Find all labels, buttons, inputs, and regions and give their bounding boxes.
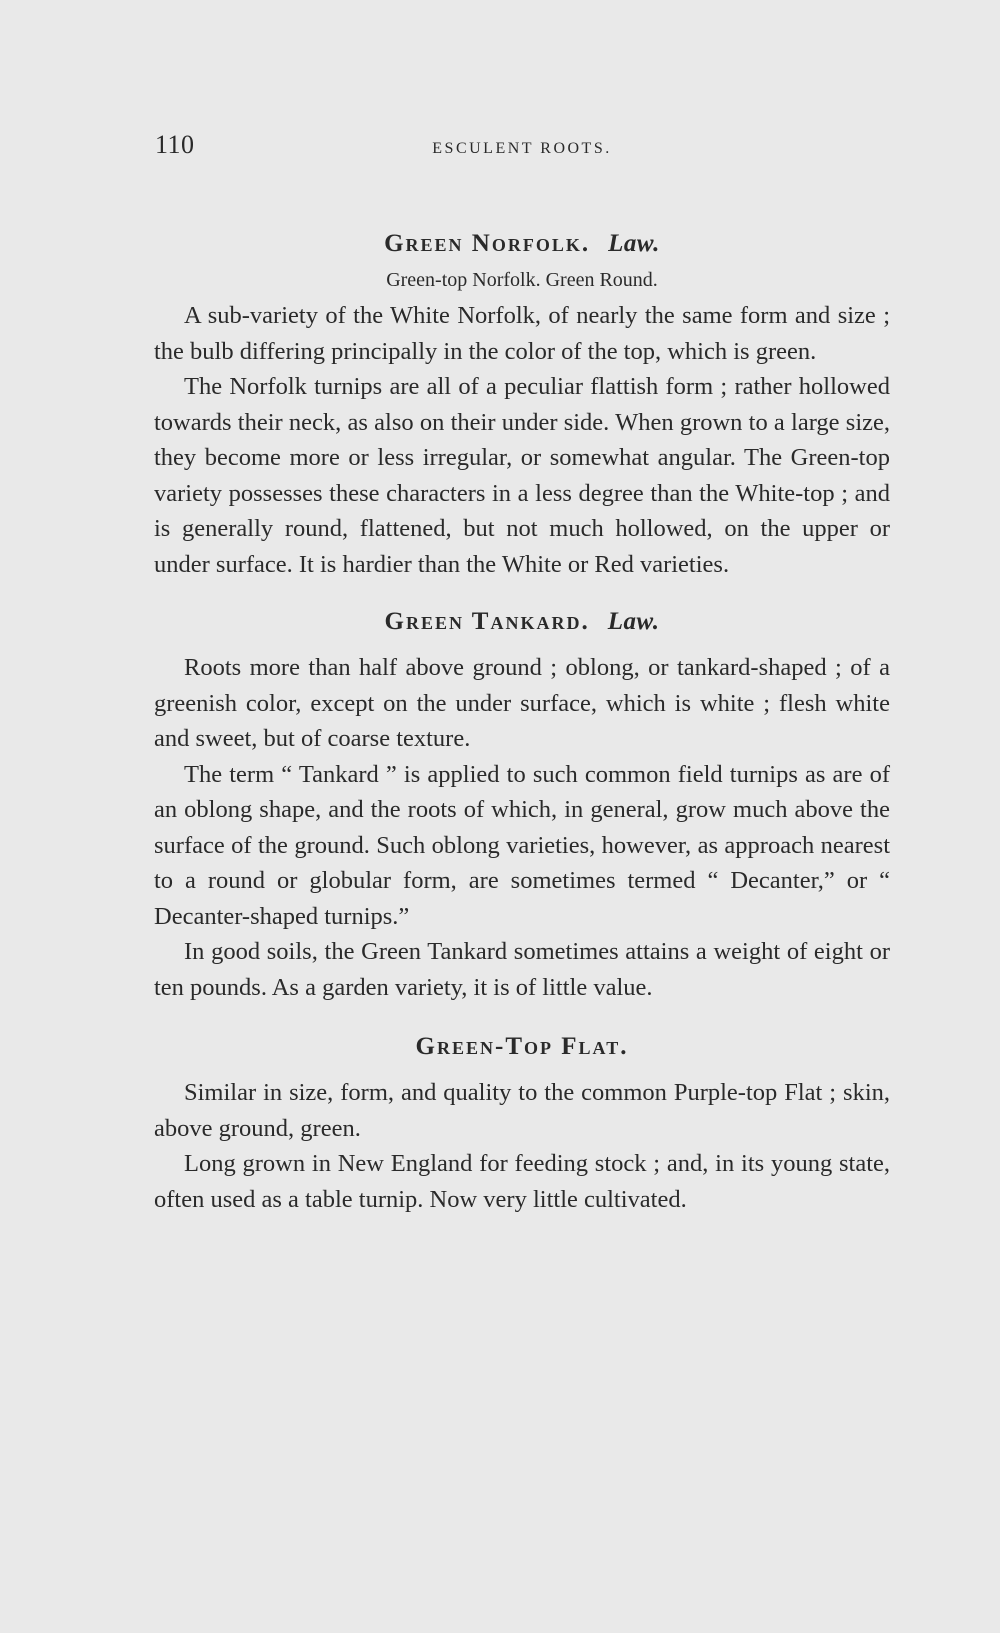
paragraph: Similar in size, form, and quality to the common Purple-top Flat ; skin, above ground, green. [154,1079,890,1142]
entry-heading [154,604,890,640]
paragraph: Long grown in New England for feeding stock ; and, in its young state, often used as a table turnip. Now very little cultivated. [154,1150,890,1213]
entry-heading [154,1029,890,1065]
paragraph: In good soils, the Green Tankard sometimes attains a weight of eight or ten pounds. As a garden variety, it is of little value. [154,938,890,1001]
entry-name: Green Norfolk. [384,230,591,257]
entry-name: Green-Top Flat. [415,1033,629,1060]
entry-green-top-flat [154,1029,890,1217]
entry-heading [154,226,890,262]
running-head [155,130,889,170]
running-title: ESCULENT ROOTS. [432,140,612,157]
entry-green-norfolk [154,226,890,582]
entry-green-tankard [154,604,890,1005]
paragraph: Roots more than half above ground ; oblong, or tankard-shaped ; of a greenish color, except on the under surface, which is white ; flesh white and sweet, but of coarse texture. [154,654,890,752]
entry-name: Green Tankard. [384,608,590,635]
page-content [154,226,890,1217]
paragraph: The term “ Tankard ” is applied to such common field turnips as are of an oblong shape, and the roots of which, in general, grow much above the surface of the ground. Such oblong varieties, however, as approach nearest to a round or globular form, are sometimes termed “ Decanter,” or “ Decanter-shaped turnips.” [154,760,890,930]
entry-synonyms: Green-top Norfolk. Green Round. [386,269,658,291]
entry-authority: Law. [607,608,660,635]
paragraph: The Norfolk turnips are all of a peculiar flattish form ; rather hollowed towards their neck, as also on their under side. When grown to a large size, they become more or less irregular, or somewhat angular. The Green-top variety possesses these characters in a less degree than the White-top ; and is generally round, flattened, but not much hollowed, on the upper or under surface. It is hardier than the White or Red varieties. [154,373,890,578]
entry-authority: Law. [608,230,660,257]
page-number: 110 [155,130,195,159]
paragraph: A sub-variety of the White Norfolk, of nearly the same form and size ; the bulb differing principally in the color of the top, which is green. [154,302,890,365]
